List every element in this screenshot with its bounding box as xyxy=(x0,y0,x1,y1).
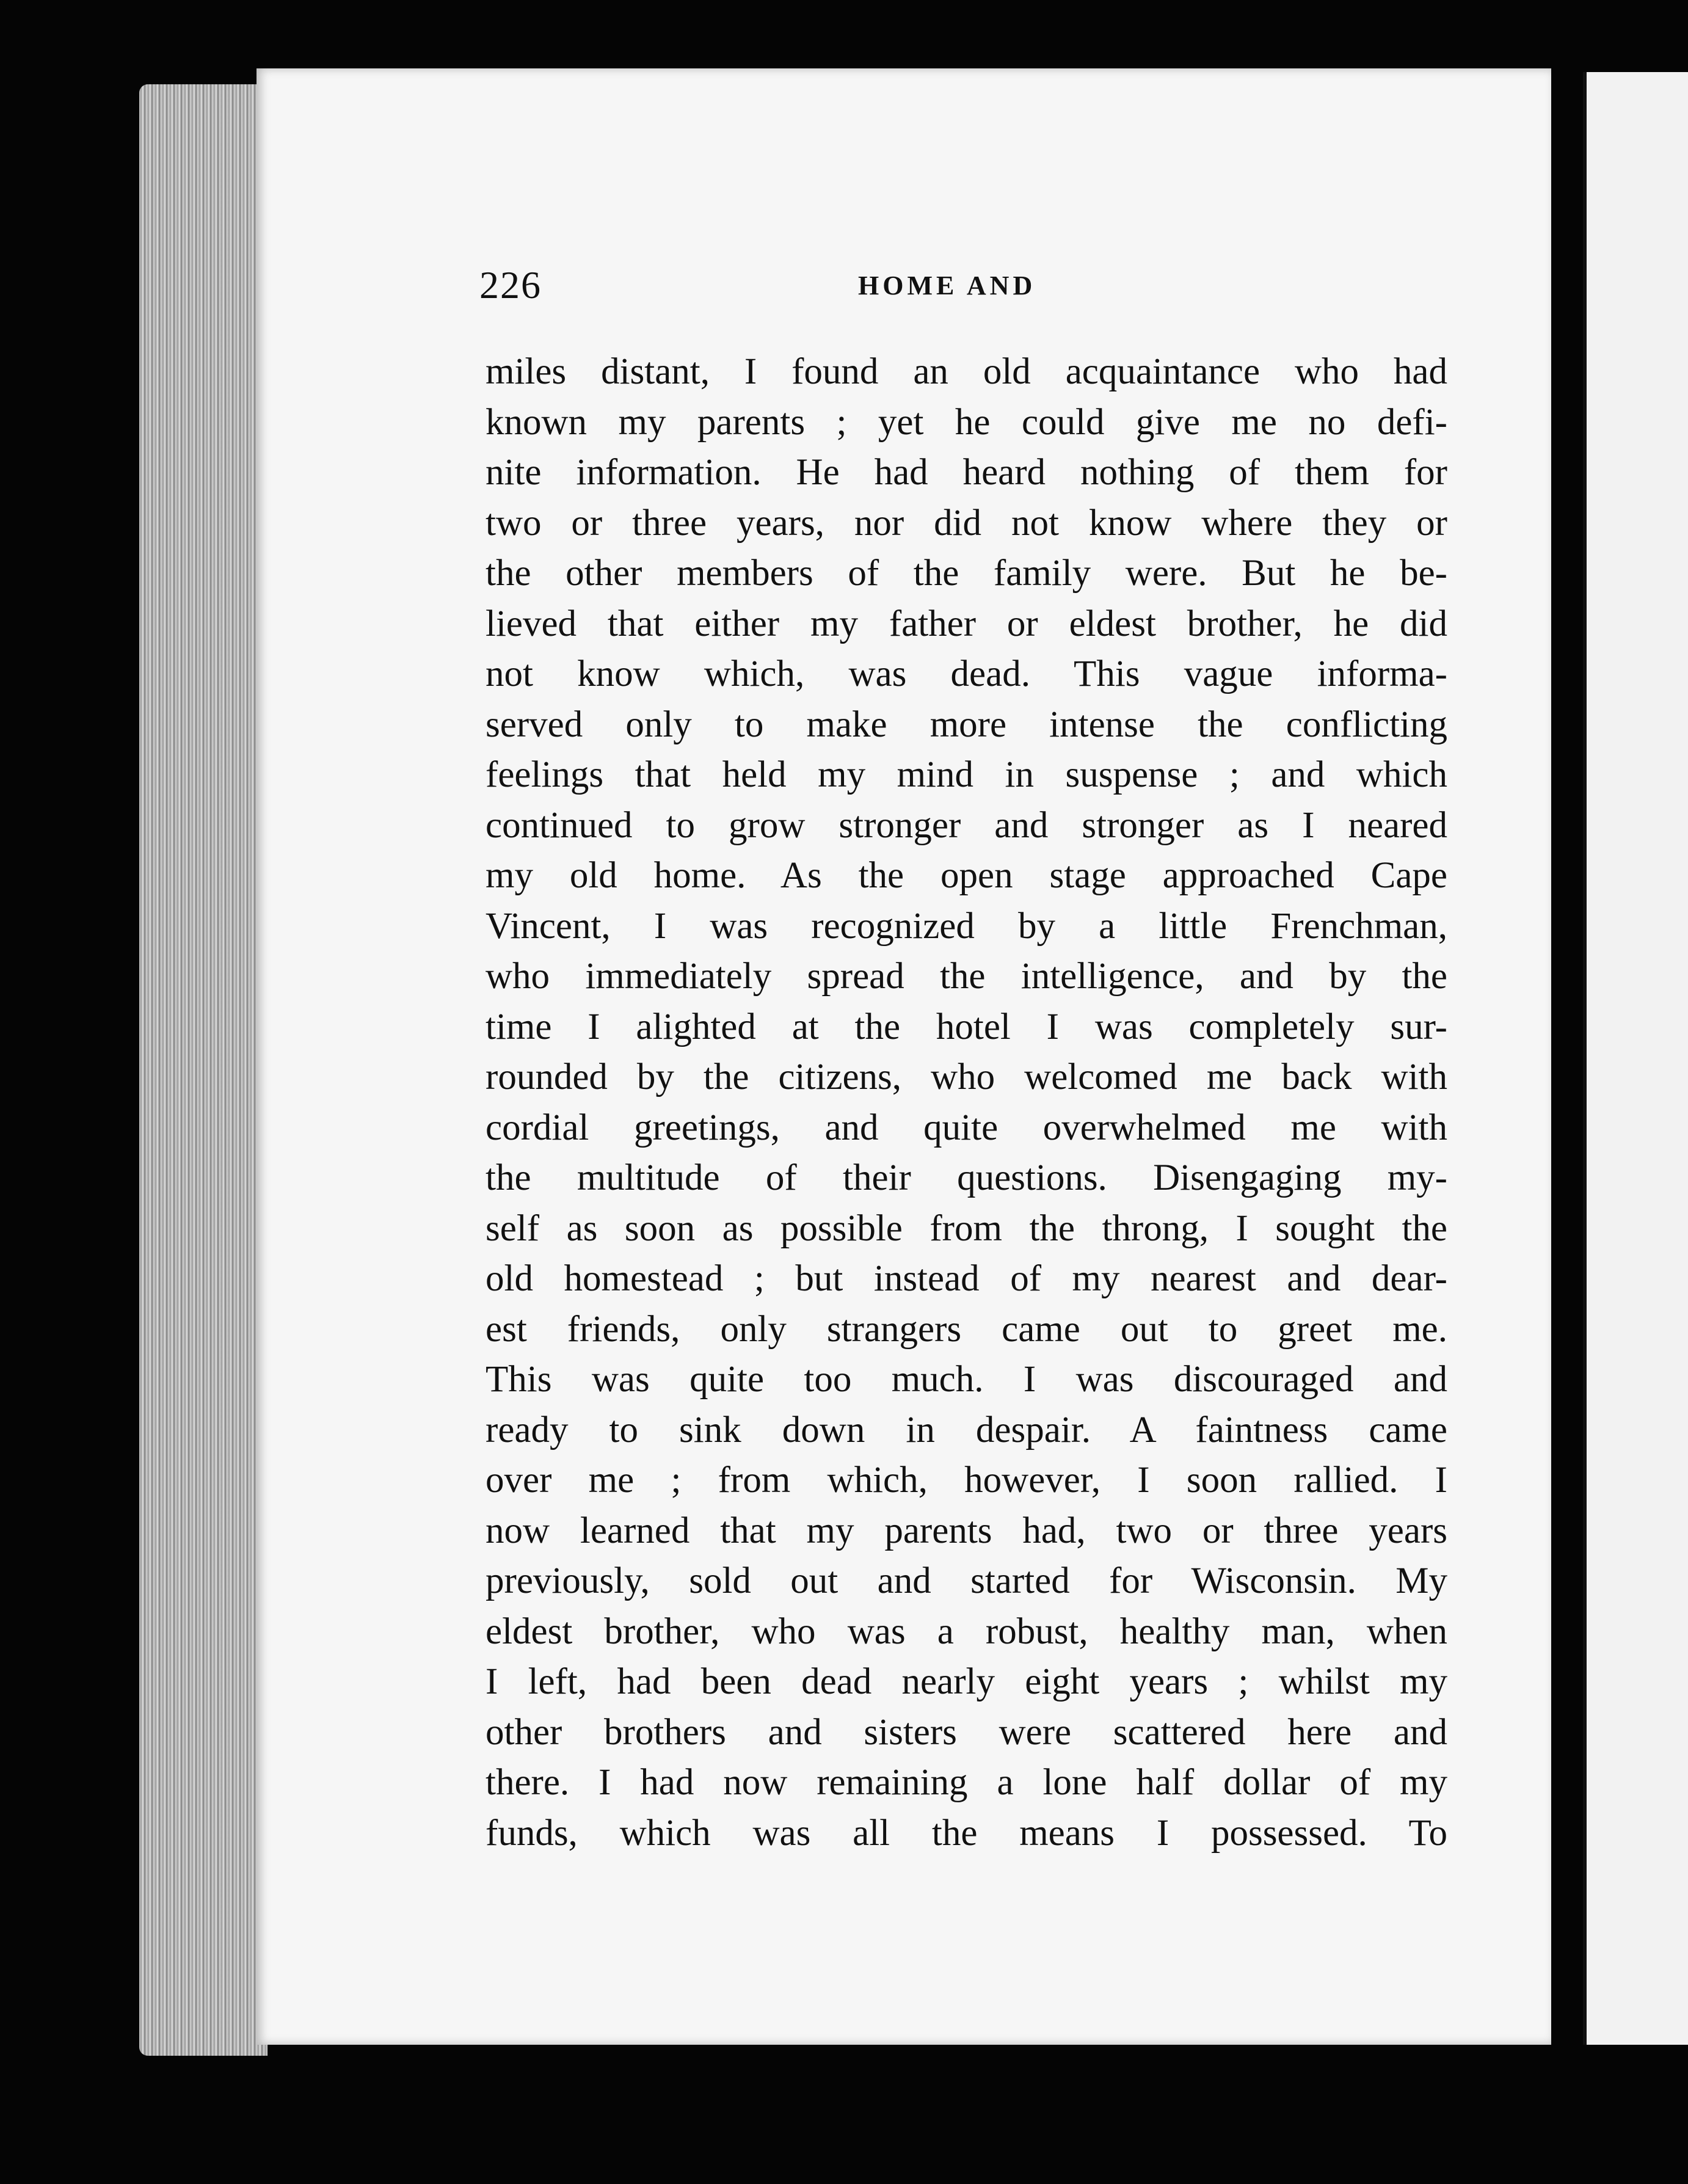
text-line: Vincent, I was recognized by a little Frenchman, xyxy=(486,905,1447,947)
text-line: feelings that held my mind in suspense ; and which xyxy=(486,754,1447,795)
text-line: previously, sold out and started for Wisconsin. My xyxy=(486,1560,1447,1601)
text-line: This was quite too much. I was discouraged and xyxy=(486,1359,1447,1400)
text-line: self as soon as possible from the throng, I sought the xyxy=(486,1207,1447,1249)
text-line: old homestead ; but instead of my nearest and dear- xyxy=(486,1258,1447,1299)
text-line: time I alighted at the hotel I was completely sur- xyxy=(486,1006,1447,1047)
text-line: est friends, only strangers came out to greet me. xyxy=(486,1308,1447,1350)
text-line: served only to make more intense the conflicting xyxy=(486,704,1447,745)
text-line: now learned that my parents had, two or three years xyxy=(486,1510,1447,1551)
text-line: who immediately spread the intelligence, and by the xyxy=(486,956,1447,997)
text-line: continued to grow stronger and stronger as I neared xyxy=(486,804,1447,846)
text-line: the other members of the family were. But he be- xyxy=(486,553,1447,594)
text-line: other brothers and sisters were scattered here and xyxy=(486,1711,1447,1753)
text-line: lieved that either my father or eldest brother, he did xyxy=(486,603,1447,644)
text-line: two or three years, nor did not know where they or xyxy=(486,502,1447,544)
text-line: rounded by the citizens, who welcomed me back with xyxy=(486,1057,1447,1097)
text-line: the multitude of their questions. Disengaging my- xyxy=(486,1157,1447,1198)
body-text xyxy=(486,347,1447,1858)
page-header xyxy=(479,263,1487,318)
text-line: cordial greetings, and quite overwhelmed me with xyxy=(486,1107,1447,1148)
text-line: I left, had been dead nearly eight years ; whilst my xyxy=(486,1661,1447,1702)
text-line: there. I had now remaining a lone half dollar of my xyxy=(486,1762,1447,1803)
page-edges xyxy=(139,84,267,2056)
text-line: over me ; from which, however, I soon rallied. I xyxy=(486,1460,1447,1501)
text-line: known my parents ; yet he could give me no defi- xyxy=(486,401,1447,443)
text-line: nite information. He had heard nothing of them for xyxy=(486,452,1447,493)
text-line: funds, which was all the means I possessed. To xyxy=(486,1812,1447,1854)
text-line: miles distant, I found an old acquaintance who had xyxy=(486,351,1447,392)
page-number: 226 xyxy=(479,263,542,307)
text-line: ready to sink down in despair. A faintness came xyxy=(486,1409,1447,1451)
text-line: not know which, was dead. This vague informa- xyxy=(486,653,1447,694)
text-line: my old home. As the open stage approached Cape xyxy=(486,855,1447,896)
running-head: HOME AND xyxy=(858,271,1036,300)
text-line: eldest brother, who was a robust, healthy man, when xyxy=(486,1611,1447,1652)
facing-page-edge xyxy=(1583,72,1688,2045)
